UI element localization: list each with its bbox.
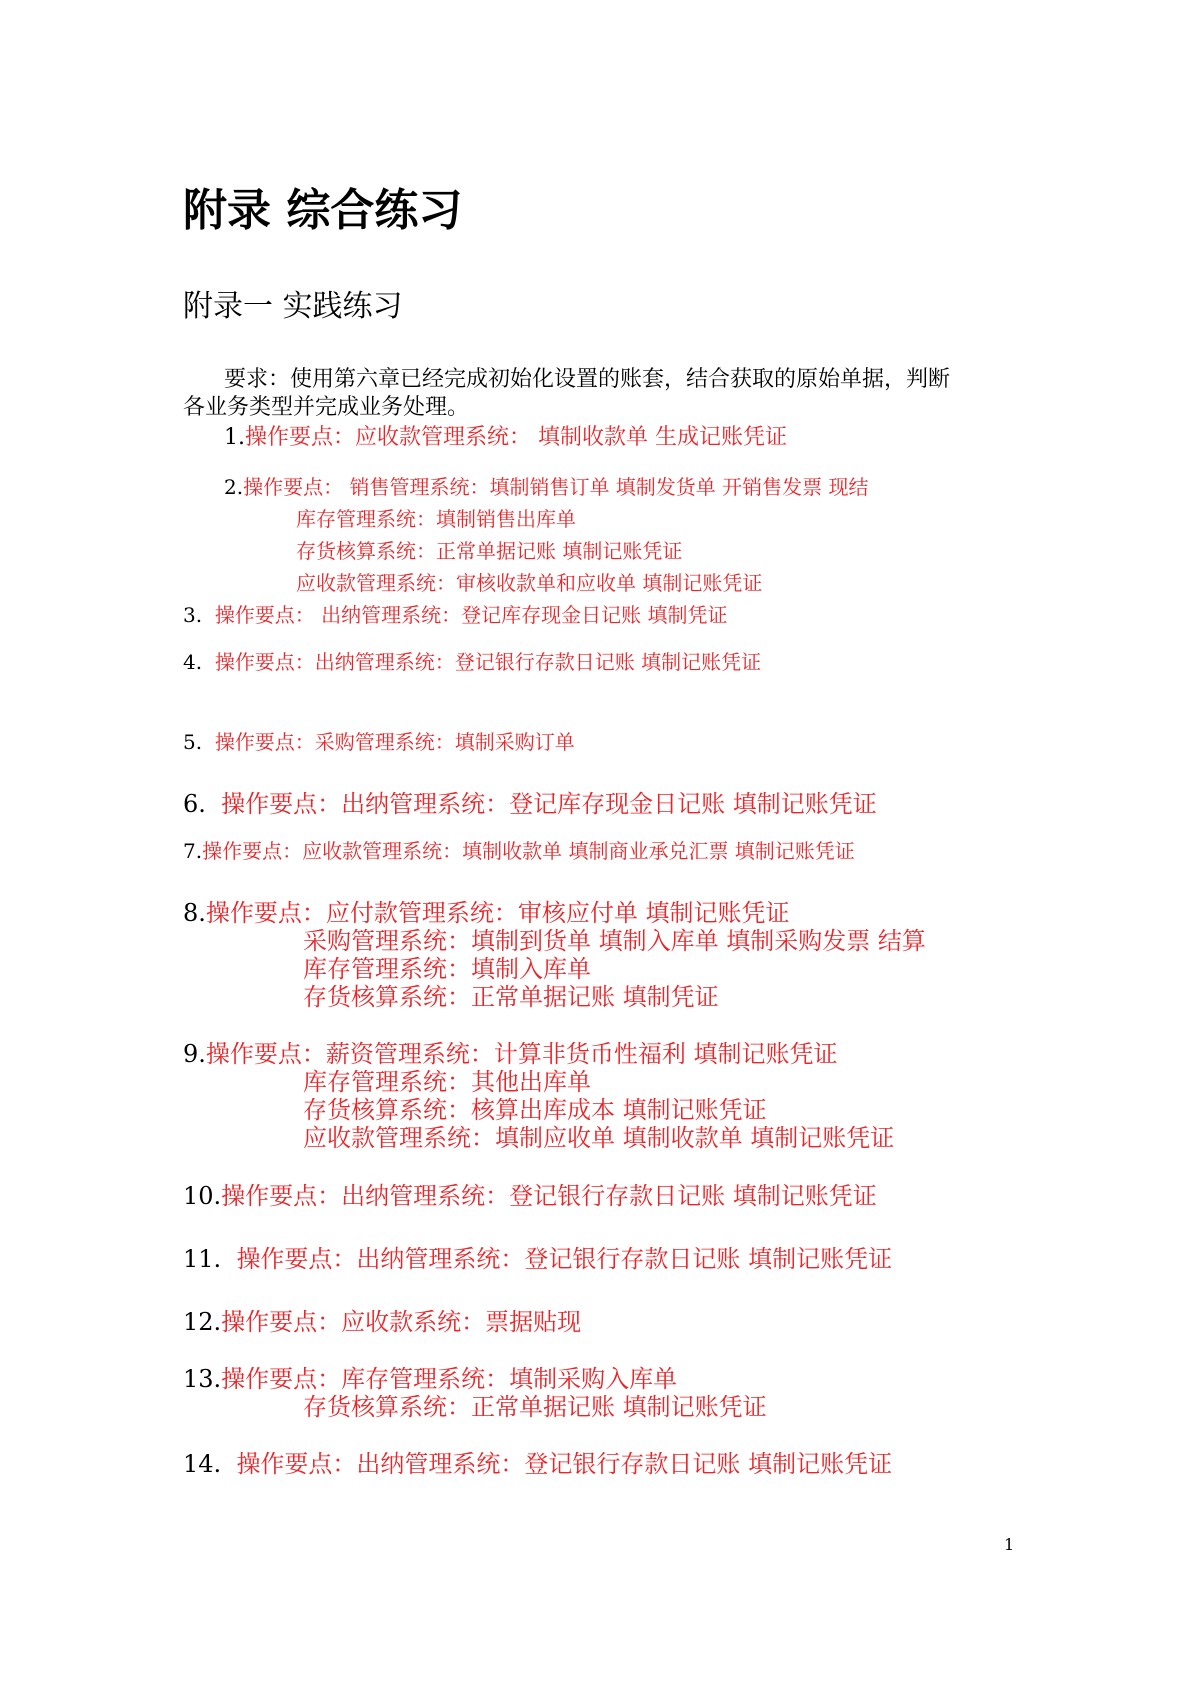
list-item [183, 649, 761, 675]
item-number: 6. [183, 790, 206, 818]
item-line: 操作要点：库存管理系统：填制采购入库单 [221, 1365, 678, 1393]
item-line: 操作要点： 出纳管理系统：登记库存现金日记账 填制凭证 [214, 603, 728, 627]
item-line: 操作要点：出纳管理系统：登记银行存款日记账 填制记账凭证 [221, 1182, 877, 1210]
item-line: 操作要点：出纳管理系统：登记库存现金日记账 填制记账凭证 [221, 790, 877, 818]
item-subline: 应收款管理系统：审核收款单和应收单 填制记账凭证 [296, 571, 763, 595]
requirement-line-2: 各业务类型并完成业务处理。 [183, 395, 470, 420]
item-subline: 采购管理系统：填制到货单 填制入库单 填制采购发票 结算 [303, 927, 926, 955]
item-number: 9. [183, 1040, 206, 1068]
list-item [183, 602, 728, 628]
item-line: 操作要点：应收款管理系统： 填制收款单 生成记账凭证 [245, 425, 787, 450]
list-item [183, 1449, 892, 1479]
item-number: 13. [183, 1365, 222, 1393]
item-subline: 存货核算系统：正常单据记账 填制凭证 [303, 983, 719, 1011]
item-number: 14. [183, 1450, 222, 1478]
item-number: 4. [183, 650, 203, 674]
item-number: 1. [224, 425, 245, 450]
item-number: 10. [183, 1182, 222, 1210]
item-subline: 应收款管理系统：填制应收单 填制收款单 填制记账凭证 [303, 1124, 895, 1152]
item-line: 操作要点： 销售管理系统：填制销售订单 填制发货单 开销售发票 现结 [243, 475, 869, 499]
item-number: 12. [183, 1308, 222, 1336]
item-subline: 库存管理系统：填制入库单 [303, 955, 591, 983]
item-number: 7. [183, 839, 203, 863]
item-subline: 库存管理系统：填制销售出库单 [296, 507, 576, 531]
item-line: 操作要点：采购管理系统：填制采购订单 [214, 730, 575, 754]
list-item [183, 1181, 877, 1211]
item-line: 操作要点：出纳管理系统：登记银行存款日记账 填制记账凭证 [214, 650, 762, 674]
list-item [183, 1244, 892, 1274]
item-number: 2. [224, 475, 244, 499]
page-title: 附录 综合练习 [183, 185, 463, 236]
item-line: 操作要点：应付款管理系统：审核应付单 填制记账凭证 [205, 899, 790, 927]
list-item [183, 1039, 838, 1069]
item-subline: 库存管理系统：其他出库单 [303, 1068, 591, 1096]
item-line: 操作要点：应收款管理系统：填制收款单 填制商业承兑汇票 填制记账凭证 [202, 839, 855, 863]
list-item [183, 898, 790, 928]
item-subline: 存货核算系统：正常单据记账 填制记账凭证 [303, 1393, 767, 1421]
list-item [224, 474, 869, 500]
item-number: 3. [183, 603, 203, 627]
item-subline: 存货核算系统：正常单据记账 填制记账凭证 [296, 539, 683, 563]
item-number: 8. [183, 899, 206, 927]
item-subline: 存货核算系统：核算出库成本 填制记账凭证 [303, 1096, 767, 1124]
list-item [183, 838, 855, 864]
list-item [183, 1364, 677, 1394]
list-item [183, 789, 877, 819]
page-number: 1 [1004, 1535, 1015, 1554]
item-line: 操作要点：出纳管理系统：登记银行存款日记账 填制记账凭证 [236, 1245, 893, 1273]
item-line: 操作要点：出纳管理系统：登记银行存款日记账 填制记账凭证 [236, 1450, 893, 1478]
item-line: 操作要点：薪资管理系统：计算非货币性福利 填制记账凭证 [205, 1040, 838, 1068]
item-number: 11. [183, 1245, 222, 1273]
list-item [183, 1307, 581, 1337]
list-item [224, 424, 787, 452]
section-title: 附录一 实践练习 [183, 289, 403, 324]
item-line: 操作要点：应收款系统：票据贴现 [221, 1308, 582, 1336]
requirement-line-1: 要求：使用第六章已经完成初始化设置的账套，结合获取的原始单据，判断 [224, 367, 951, 392]
list-item [183, 729, 575, 755]
item-number: 5. [183, 730, 203, 754]
